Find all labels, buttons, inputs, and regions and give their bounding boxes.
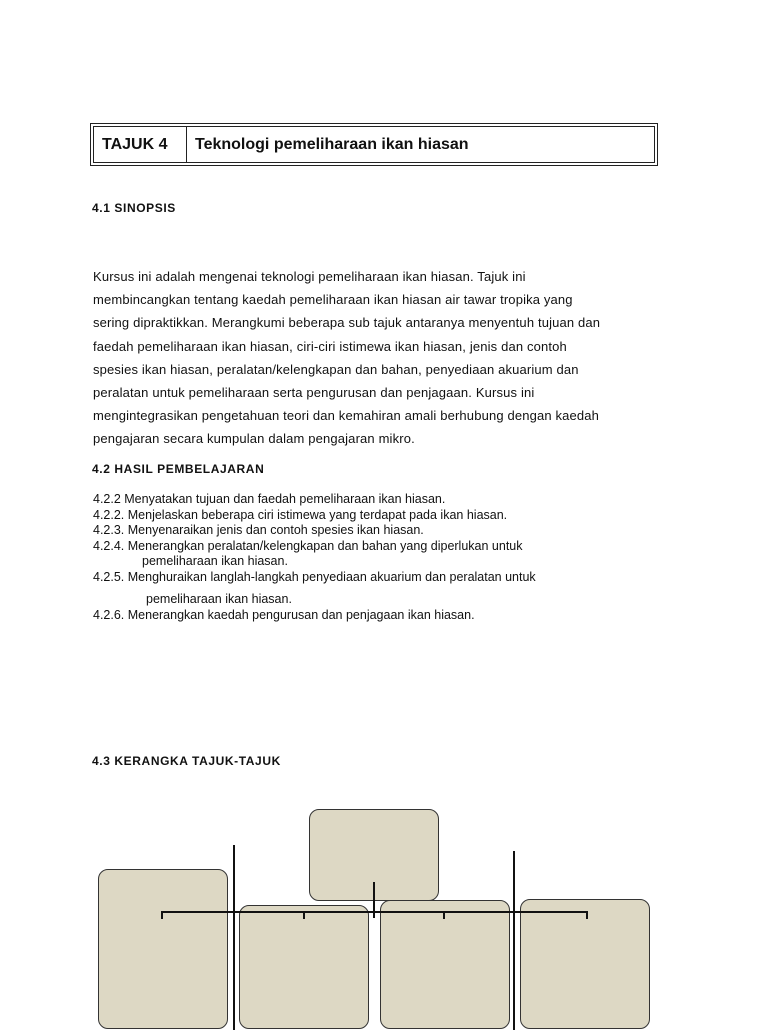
diagram-box-1 — [98, 869, 228, 1029]
outcome-item: 4.2.4. Menerangkan peralatan/kelengkapan dan bahan yang diperlukan untuk — [93, 539, 523, 553]
diagram-divider-left — [233, 845, 235, 1030]
outcome-item-continued: pemeliharaan ikan hiasan. — [146, 592, 292, 606]
outcome-item: 4.2.2 Menyatakan tujuan dan faedah pemeliharaan ikan hiasan. — [93, 492, 446, 506]
diagram-box-3 — [380, 900, 510, 1029]
title-table-inner — [93, 126, 655, 163]
sinopsis-line: membincangkan tentang kaedah pemeliharaan ikan hiasan air tawar tropika yang — [93, 292, 573, 308]
sinopsis-line: sering dipraktikkan. Merangkumi beberapa sub tajuk antaranya menyentuh tujuan dan — [93, 315, 601, 331]
sinopsis-line: pengajaran secara kumpulan dalam pengajaran mikro. — [93, 431, 415, 447]
outcome-item: 4.2.3. Menyenaraikan jenis dan contoh spesies ikan hiasan. — [93, 523, 424, 537]
outcome-item: 4.2.6. Menerangkan kaedah pengurusan dan penjagaan ikan hiasan. — [93, 608, 475, 622]
tajuk-title: Teknologi pemeliharaan ikan hiasan — [195, 136, 469, 153]
sinopsis-line: Kursus ini adalah mengenai teknologi pemeliharaan ikan hiasan. Tajuk ini — [93, 269, 526, 284]
diagram-connector-tick — [586, 911, 588, 919]
diagram-divider-right — [513, 851, 515, 1030]
sinopsis-paragraph — [93, 265, 600, 451]
diagram-connector-tick — [161, 911, 163, 919]
kerangka-heading: 4.3 KERANGKA TAJUK-TAJUK — [92, 754, 281, 768]
outcome-item: 4.2.5. Menghuraikan langlah-langkah penyediaan akuarium dan peralatan untuk — [93, 570, 536, 584]
diagram-box-4 — [520, 899, 650, 1029]
sinopsis-line: mengintegrasikan pengetahuan teori dan kemahiran amali berhubung dengan kaedah — [93, 408, 600, 424]
sinopsis-line: peralatan untuk pemeliharaan serta pengurusan dan penjagaan. Kursus ini — [93, 385, 535, 401]
sinopsis-line: faedah pemeliharaan ikan hiasan, ciri-ciri istimewa ikan hiasan, jenis dan contoh — [93, 338, 567, 354]
outcome-item: 4.2.2. Menjelaskan beberapa ciri istimewa yang terdapat pada ikan hiasan. — [93, 508, 508, 522]
outcome-item-continued: pemeliharaan ikan hiasan. — [142, 554, 288, 568]
diagram-connector-bar — [161, 911, 588, 913]
sinopsis-heading: 4.1 SINOPSIS — [92, 201, 176, 215]
tajuk-label: TAJUK 4 — [102, 136, 168, 153]
diagram-box-2 — [239, 905, 369, 1029]
title-table — [90, 123, 658, 166]
diagram-connector-tick — [303, 911, 305, 919]
diagram-connector-tick — [443, 911, 445, 919]
hasil-heading: 4.2 HASIL PEMBELAJARAN — [92, 462, 265, 476]
sinopsis-line: spesies ikan hiasan, peralatan/kelengkapan dan bahan, penyediaan akuarium dan — [93, 361, 579, 377]
